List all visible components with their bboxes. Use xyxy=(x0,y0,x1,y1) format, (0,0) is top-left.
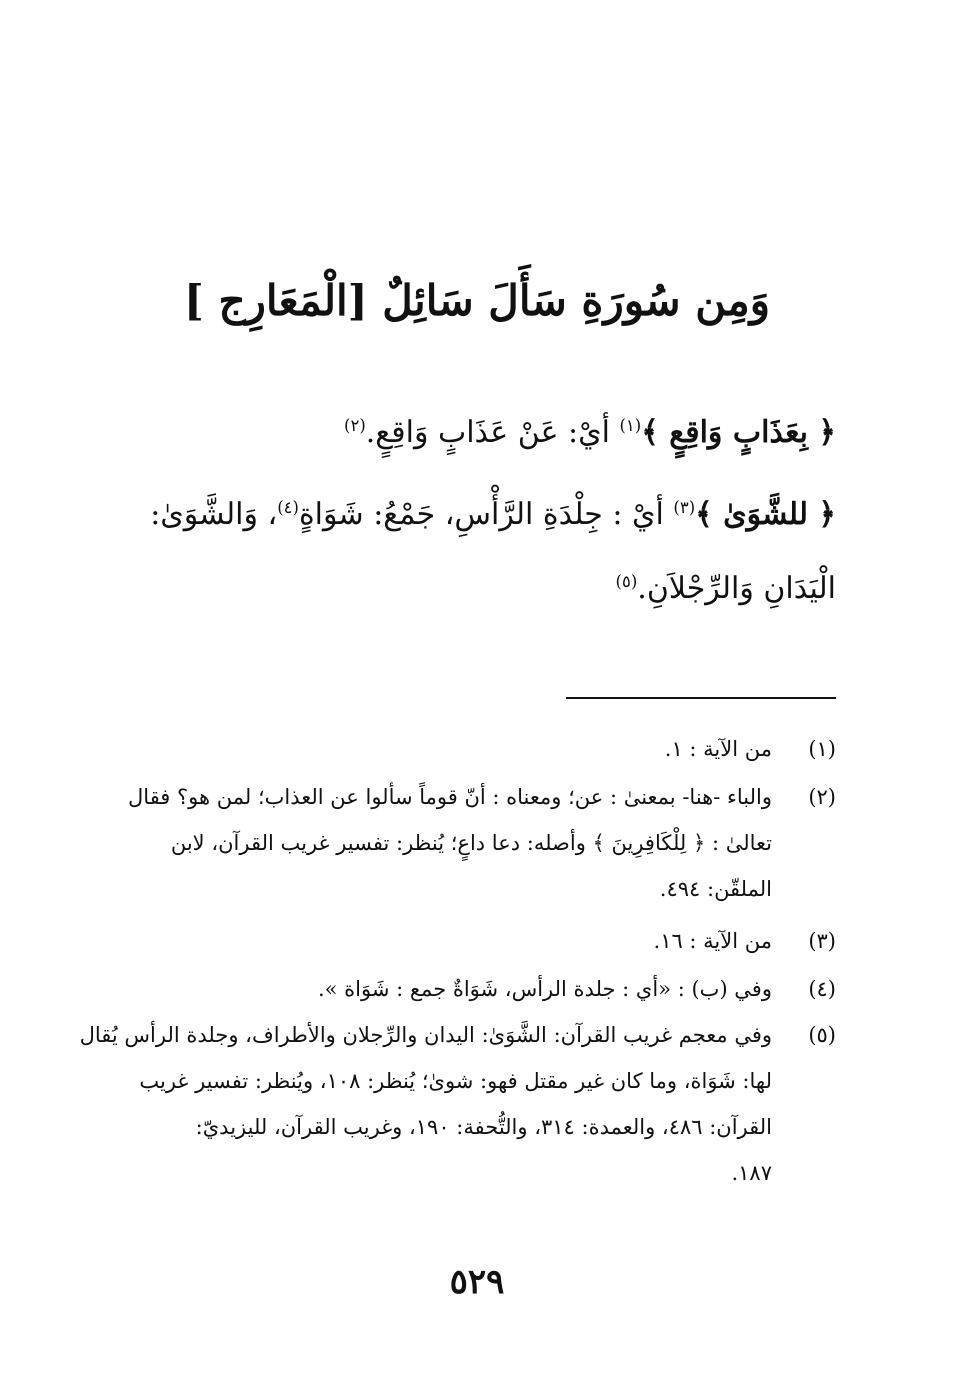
verse-entry-1 xyxy=(116,408,836,458)
footnote-ref: (٢) xyxy=(344,416,366,435)
chapter-title xyxy=(120,266,834,336)
footnote-number: (٢) xyxy=(808,785,836,809)
explanation-text: الْيَدَانِ وَالرِّجْلاَنِ. xyxy=(637,571,836,606)
chapter-title-main: وَمِن سُورَةِ سَأَلَ سَائِلٌ xyxy=(382,276,770,325)
footnote-line: لها: شَوَاة، وما كان غير مقتل فهو: شوىٰ؛ يُنظر: ١٠٨، ويُنظر: تفسير غريب xyxy=(139,1069,772,1093)
explanation-text: ، وَالشَّوَىٰ: xyxy=(150,497,278,532)
quran-phrase: ﴿ للشَّوَىٰ ﴾ xyxy=(695,497,836,532)
footnote-number: (٤) xyxy=(808,977,836,1001)
footnote-number: (٥) xyxy=(808,1023,836,1047)
footnote-number: (٣) xyxy=(808,929,836,953)
footnote-line: وفي (ب) : «أي : جلدة الرأس، شَوَاةٌ جمع : شَوَاة ». xyxy=(317,977,772,1001)
footnote-ref: (٤) xyxy=(277,498,299,517)
chapter-title-bracket: [الْمَعَارِج ] xyxy=(184,276,368,325)
footnote-line: القرآن: ٤٨٦، والعمدة: ٣١٤، والتُّحفة: ١٩٠، وغريب القرآن، لليزيديّ: xyxy=(195,1115,772,1139)
footnote-line: ١٨٧. xyxy=(731,1161,772,1185)
quran-phrase: ﴿ بِعَذَابٍ وَاقِعٍ ﴾ xyxy=(641,415,836,450)
footnote-line: تعالىٰ : ﴿ لِلْكَافِرِينَ ﴾ وأصله: دعا داعٍ؛ يُنظر: تفسير غريب القرآن، لابن xyxy=(170,831,772,855)
footnote-ref: (٣) xyxy=(673,498,696,517)
verse-entry-2-continuation xyxy=(116,564,836,614)
footnote-line: من الآية : ١٦. xyxy=(653,929,772,953)
footnote-ref: (١) xyxy=(619,416,642,435)
explanation-text: أيْ: عَنْ عَذَابٍ وَاقِعٍ. xyxy=(365,415,610,450)
explanation-text: أيْ : جِلْدَةِ الرَّأْسِ، جَمْعُ: شَوَاةٍ xyxy=(298,497,664,532)
footnote-number: (١) xyxy=(808,737,836,761)
footnote-ref: (٥) xyxy=(615,572,638,591)
footnote-separator xyxy=(566,697,836,699)
footnote-line: والباء -هنا- بمعنىٰ : عن؛ ومعناه : أنّ قوماً سألوا عن العذاب؛ لمن هو؟ فقال xyxy=(128,785,772,809)
footnote-line: الملقّن: ٤٩٤. xyxy=(659,877,772,901)
footnote-line: من الآية : ١. xyxy=(664,737,772,761)
footnote-line: وفي معجم غريب القرآن: الشَّوَىٰ: اليدان والرِّجلان والأطراف، وجلدة الرأس يُقال xyxy=(79,1023,772,1047)
page-number: ٥٢٩ xyxy=(449,1262,505,1302)
verse-entry-2 xyxy=(116,490,836,540)
